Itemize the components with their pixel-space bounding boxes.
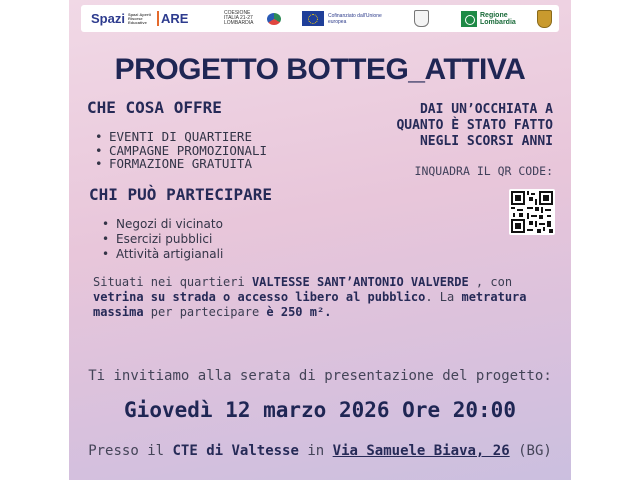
repubblica-emblem bbox=[414, 5, 429, 32]
occhiata-line: NEGLI SCORSI ANNI bbox=[419, 134, 553, 149]
metratura-label: metratura massima bbox=[93, 290, 527, 319]
list-item: • FORMAZIONE GRATUITA bbox=[92, 157, 267, 171]
event-date: Giovedì 12 marzo 2026 Ore 20:00 bbox=[124, 398, 516, 422]
event-location bbox=[69, 443, 571, 459]
venue-name: CTE di Valtesse bbox=[172, 443, 299, 459]
text-run: Presso il bbox=[88, 443, 173, 459]
occhiata-line: DAI UN’OCCHIATA A bbox=[419, 102, 553, 117]
occhiata-text bbox=[341, 102, 553, 150]
text-run: (BG) bbox=[509, 443, 552, 459]
comune-bergamo-logo bbox=[537, 5, 552, 32]
situati-paragraph bbox=[93, 275, 559, 320]
text-run: , con bbox=[468, 275, 513, 289]
coesione-italia-logo bbox=[224, 5, 281, 32]
poster bbox=[69, 0, 571, 480]
bergamo-coat-of-arms-icon bbox=[537, 10, 552, 28]
text-run: per partecipare bbox=[143, 305, 267, 319]
spazi-are-logo bbox=[91, 5, 188, 32]
chi-heading: CHI PUÒ PARTECIPARE bbox=[89, 185, 273, 204]
list-item: • Negozi di vicinato bbox=[99, 217, 223, 232]
regione-text: Regione Lombardia bbox=[480, 11, 516, 26]
eu-logo bbox=[302, 5, 388, 32]
vetrina-requirement: vetrina su strada o accesso libero al pubblico bbox=[93, 290, 426, 304]
offre-list bbox=[92, 130, 267, 171]
invito-text: Ti invitiamo alla serata di presentazione del progetto: bbox=[88, 368, 552, 384]
metratura-value: è 250 m². bbox=[266, 305, 332, 319]
eu-flag-icon bbox=[302, 11, 324, 26]
qr-code-icon bbox=[511, 191, 553, 233]
are-logo-text: ARE bbox=[157, 11, 188, 26]
repubblica-emblem-icon bbox=[414, 10, 429, 27]
spazi-subtitle: Spazi Aperti Risorse Educative bbox=[127, 11, 151, 25]
list-item: • CAMPAGNE PROMOZIONALI bbox=[92, 144, 267, 158]
poster-title: PROGETTO BOTTEG_ATTIVA bbox=[114, 53, 526, 86]
eu-text: Cofinanziato dall'Unione europea bbox=[328, 12, 382, 25]
occhiata-line: QUANTO È STATO FATTO bbox=[396, 118, 553, 133]
qr-label: INQUADRA IL QR CODE: bbox=[414, 164, 553, 178]
chi-list bbox=[99, 217, 223, 262]
spazi-logo-text: Spazi bbox=[91, 11, 125, 26]
regione-lombardia-logo bbox=[461, 5, 520, 32]
list-item: • Esercizi pubblici bbox=[99, 232, 223, 247]
list-item: • EVENTI DI QUARTIERE bbox=[92, 130, 267, 144]
text-run: in bbox=[298, 443, 333, 459]
quartieri-names: VALTESSE SANT’ANTONIO VALVERDE bbox=[251, 275, 469, 289]
text-run: . La bbox=[425, 290, 462, 304]
offre-heading: CHE COSA OFFRE bbox=[87, 98, 222, 117]
qr-code[interactable] bbox=[509, 189, 555, 235]
logo-bar bbox=[81, 5, 559, 32]
text-run: Situati nei quartieri bbox=[93, 275, 252, 289]
list-item: • Attività artigianali bbox=[99, 247, 223, 262]
coesione-mark-icon bbox=[267, 13, 281, 25]
coesione-text: COESIONE ITALIA 21-27 LOMBARDIA bbox=[224, 10, 254, 26]
rosa-camuna-icon bbox=[461, 11, 477, 27]
venue-address-link[interactable]: Via Samuele Biava, 26 bbox=[332, 443, 510, 459]
